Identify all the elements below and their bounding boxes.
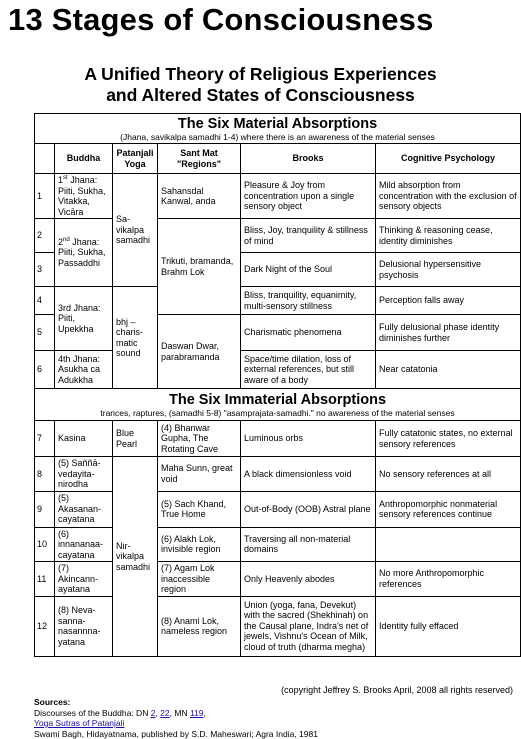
- brooks-cell: Union (yoga, fana, Devekut) with the sacred (Shekhinah) on the Causal plane, Indra's net of jewels, Vishnu's Ocean of Milk, cloud of truth (dharma megha): [241, 596, 376, 656]
- sources-line-swami: Swami Bagh, Hidayatnama, published by S.D. Maheswari; Agra India, 1981: [34, 729, 318, 739]
- patanjali-savikalpa-cell: Sa-vikalpa samadhi: [113, 174, 158, 287]
- header-sant-mat: Sant Mat "Regions": [158, 144, 241, 174]
- cognitive-cell: No more Anthropomorphic references: [376, 562, 521, 597]
- brooks-cell: Bliss, tranquility, equanimity, multi-sensory stillness: [241, 287, 376, 315]
- brooks-cell: Traversing all non-material domains: [241, 527, 376, 562]
- table-row: [35, 562, 521, 597]
- sant-mat-cell: (6) Alakh Lok, invisible region: [158, 527, 241, 562]
- table-row: [35, 527, 521, 562]
- brooks-cell: Luminous orbs: [241, 421, 376, 457]
- brooks-cell: A black dimensionless void: [241, 457, 376, 492]
- sant-mat-cell: (7) Agam Lok inaccessible region: [158, 562, 241, 597]
- cognitive-cell: Thinking & reasoning cease, identity diminishes: [376, 219, 521, 253]
- buddha-cell: (6) innananaa-cayatana: [55, 527, 113, 562]
- sant-mat-cell: (8) Anami Lok, nameless region: [158, 596, 241, 656]
- brooks-cell: Only Heavenly abodes: [241, 562, 376, 597]
- cognitive-cell: No sensory references at all: [376, 457, 521, 492]
- source-link-dn22[interactable]: 22: [160, 708, 169, 718]
- stages-table: [34, 113, 521, 657]
- copyright-note: (copyright Jeffrey S. Brooks April, 2008 all rights reserved): [281, 685, 513, 695]
- stage-number: 3: [35, 253, 55, 287]
- patanjali-bhj-cell: bhj – charis-matic sound: [113, 287, 158, 389]
- material-section-title: The Six Material Absorptions: [35, 116, 520, 132]
- sant-mat-cell: Maha Sunn, great void: [158, 457, 241, 492]
- material-section-header: [35, 114, 521, 144]
- stage-number: 9: [35, 491, 55, 527]
- sources-line-buddha: Discourses of the Buddha: DN 2, 22, MN 119,: [34, 708, 318, 719]
- header-cognitive: Cognitive Psychology: [376, 144, 521, 174]
- buddha-cell: (5) Saññā-vedayita-nirodha: [55, 457, 113, 492]
- immaterial-section-title: The Six Immaterial Absorptions: [35, 392, 520, 408]
- table-row: [35, 351, 521, 389]
- stage-number: 10: [35, 527, 55, 562]
- page-title: 13 Stages of Consciousness: [8, 2, 434, 38]
- patanjali-cell: Blue Pearl: [113, 421, 158, 457]
- sources-label: Sources:: [34, 697, 318, 708]
- source-link-mn119[interactable]: 119: [190, 708, 204, 718]
- stage-number: 6: [35, 351, 55, 389]
- brooks-cell: Pleasure & Joy from concentration upon a single sensory object: [241, 174, 376, 219]
- subtitle-line-1: A Unified Theory of Religious Experiences: [0, 64, 521, 85]
- stage-number: 1: [35, 174, 55, 219]
- subtitle-line-2: and Altered States of Consciousness: [0, 85, 521, 106]
- stage-number: 7: [35, 421, 55, 457]
- cognitive-cell: [376, 527, 521, 562]
- table-row: [35, 596, 521, 656]
- stage-number: 2: [35, 219, 55, 253]
- table-row: [35, 174, 521, 219]
- brooks-cell: Space/time dilation, loss of external references, but still aware of a body: [241, 351, 376, 389]
- column-header-row: [35, 144, 521, 174]
- table-row: [35, 421, 521, 457]
- buddha-cell: 3rd Jhana: Piiti, Upekkha: [55, 287, 113, 351]
- sant-mat-cell: Daswan Dwar, parabramanda: [158, 315, 241, 389]
- cognitive-cell: Perception falls away: [376, 287, 521, 315]
- material-section-subtitle: (Jhana, savikalpa samadhi 1-4) where there is an awareness of the material senses: [35, 132, 520, 142]
- header-patanjali: Patanjali Yoga: [113, 144, 158, 174]
- brooks-cell: Dark Night of the Soul: [241, 253, 376, 287]
- cognitive-cell: Fully catatonic states, no external sensory references: [376, 421, 521, 457]
- stage-number: 12: [35, 596, 55, 656]
- buddha-cell: 1st Jhana: Piiti, Sukha, Vitakka, Vicāra: [55, 174, 113, 219]
- table-row: [35, 219, 521, 253]
- cognitive-cell: Mild absorption from concentration with the exclusion of sensory objects: [376, 174, 521, 219]
- brooks-cell: Bliss, Joy, tranquility & stillness of mind: [241, 219, 376, 253]
- brooks-cell: Out-of-Body (OOB) Astral plane: [241, 491, 376, 527]
- buddha-cell: (8) Neva-sanna-nasannna-yatana: [55, 596, 113, 656]
- patanjali-nirvikalpa-cell: Nir-vikalpa samadhi: [113, 457, 158, 657]
- header-buddha: Buddha: [55, 144, 113, 174]
- table-row: [35, 457, 521, 492]
- sant-mat-cell: Trikuti, bramanda, Brahm Lok: [158, 219, 241, 315]
- immaterial-section-header: [35, 389, 521, 421]
- buddha-cell: (7) Akincann-ayatana: [55, 562, 113, 597]
- cognitive-cell: Fully delusional phase identity diminishes further: [376, 315, 521, 351]
- source-link-yoga-sutras[interactable]: Yoga Sutras of Patanjali: [34, 718, 124, 728]
- header-brooks: Brooks: [241, 144, 376, 174]
- buddha-cell: (5) Akasanan-cayatana: [55, 491, 113, 527]
- sant-mat-cell: (5) Sach Khand, True Home: [158, 491, 241, 527]
- table-row: [35, 491, 521, 527]
- stage-number: 4: [35, 287, 55, 315]
- sant-mat-cell: Sahansdal Kanwal, anda: [158, 174, 241, 219]
- sources-block: [34, 697, 318, 739]
- stage-number: 8: [35, 457, 55, 492]
- cognitive-cell: Delusional hypersensitive psychosis: [376, 253, 521, 287]
- immaterial-section-subtitle: trances, raptures, (samadhi 5-8) "asamprajata-samadhi." no awareness of the material senses: [35, 408, 520, 418]
- buddha-cell: 2nd Jhana: Piiti, Sukha, Passaddhi: [55, 219, 113, 287]
- header-number: [35, 144, 55, 174]
- cognitive-cell: Near catatonia: [376, 351, 521, 389]
- table-row: [35, 287, 521, 315]
- buddha-cell: 4th Jhana: Asukha ca Adukkha: [55, 351, 113, 389]
- stage-number: 11: [35, 562, 55, 597]
- stage-number: 5: [35, 315, 55, 351]
- sant-mat-cell: (4) Bhanwar Gupha, The Rotating Cave: [158, 421, 241, 457]
- buddha-cell: Kasina: [55, 421, 113, 457]
- brooks-cell: Charismatic phenomena: [241, 315, 376, 351]
- source-link-dn2[interactable]: 2: [151, 708, 156, 718]
- cognitive-cell: Anthropomorphic nonmaterial sensory references continue: [376, 491, 521, 527]
- cognitive-cell: Identity fully effaced: [376, 596, 521, 656]
